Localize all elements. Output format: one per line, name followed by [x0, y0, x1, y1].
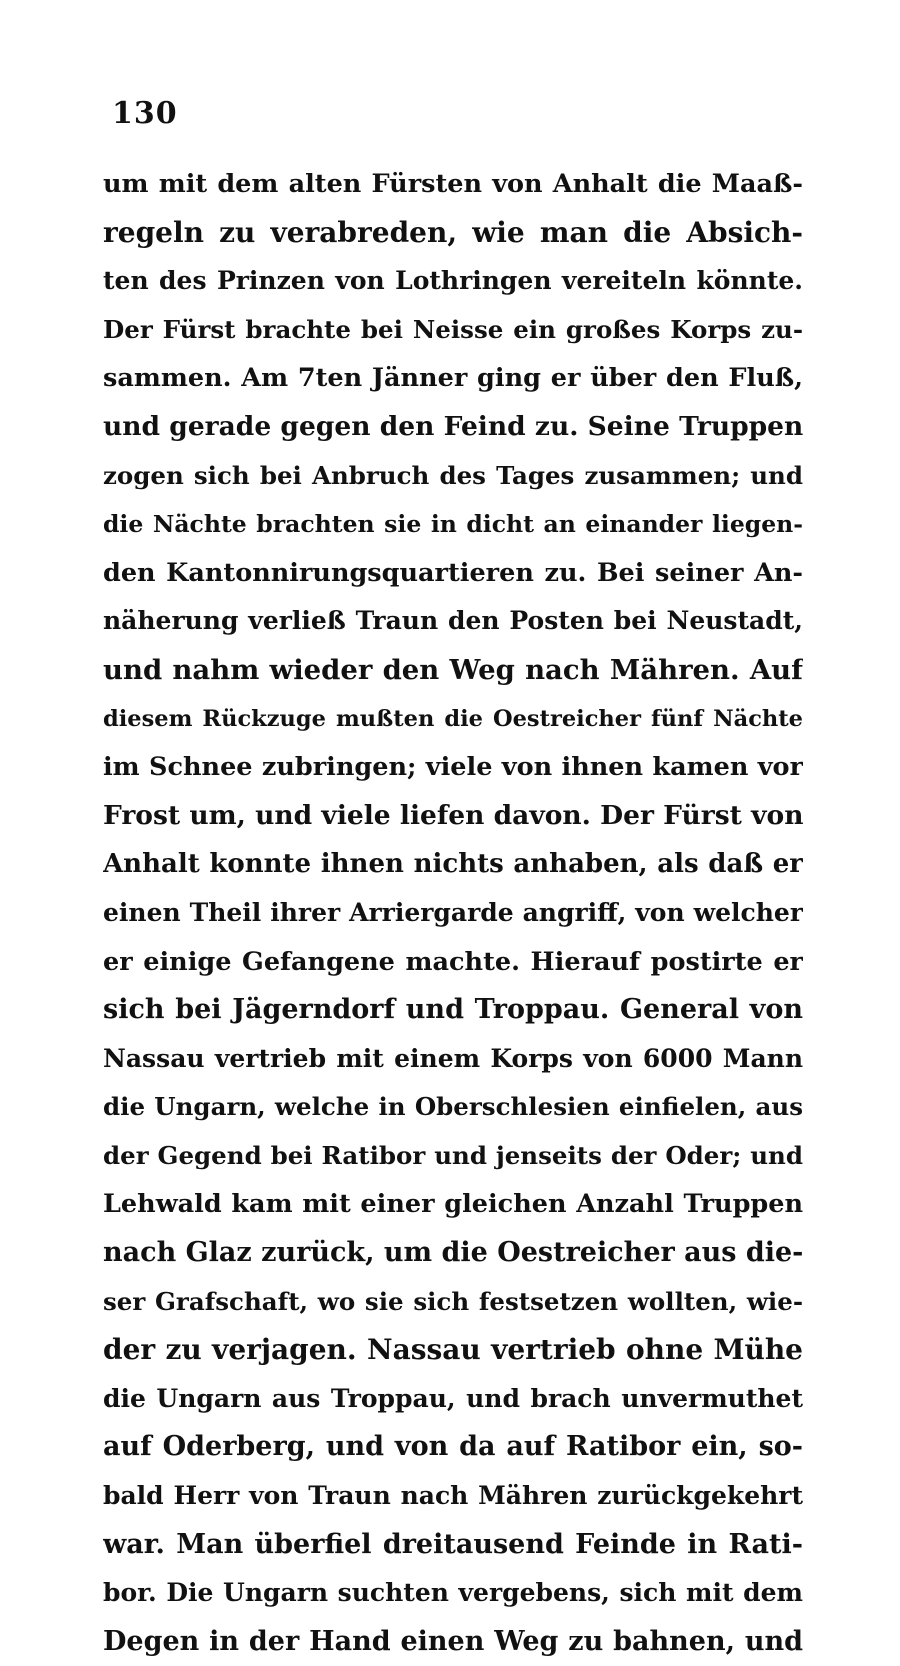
- text-line: ser Grafschaft, wo sie sich festsetzen wollten, wie-: [103, 1286, 803, 1316]
- text-line: war. Man überfiel dreitausend Feinde in Rati-: [103, 1528, 803, 1560]
- text-line: sammen. Am 7ten Jänner ging er über den Fluß,: [103, 363, 803, 394]
- text-line: er einige Gefangene machte. Hierauf postirte er: [103, 946, 803, 977]
- body-text: [103, 160, 803, 1666]
- text-line: näherung verließ Traun den Posten bei Neustadt,: [103, 606, 803, 636]
- text-line: die Ungarn aus Troppau, und brach unvermuthet: [103, 1383, 803, 1413]
- text-line: Lehwald kam mit einer gleichen Anzahl Truppen: [103, 1189, 803, 1220]
- text-line: Nassau vertrieb mit einem Korps von 6000 Mann: [103, 1043, 803, 1073]
- text-line: sich bei Jägerndorf und Troppau. General von: [103, 994, 803, 1026]
- text-line: Anhalt konnte ihnen nichts anhaben, als daß er: [103, 849, 803, 880]
- text-line: die Nächte brachten sie in dicht an einander liegen-: [103, 510, 803, 539]
- text-line: den Kantonnirungsquartieren zu. Bei seiner An-: [103, 557, 803, 588]
- text-line: Der Fürst brachte bei Neisse ein großes Korps zu-: [103, 314, 803, 344]
- text-line: bor. Die Ungarn suchten vergebens, sich mit dem: [103, 1578, 803, 1608]
- text-line: der zu verjagen. Nassau vertrieb ohne Mühe: [103, 1333, 803, 1367]
- text-line: bald Herr von Traun nach Mähren zurückgekehrt: [103, 1481, 803, 1511]
- text-line: auf Oderberg, und von da auf Ratibor ein, so-: [103, 1431, 803, 1463]
- text-line: um mit dem alten Fürsten von Anhalt die Maaß-: [103, 169, 803, 199]
- text-line: ten des Prinzen von Lothringen vereiteln könnte.: [103, 266, 803, 296]
- text-line: nach Glaz zurück, um die Oestreicher aus die-: [103, 1237, 803, 1269]
- text-line: die Ungarn, welche in Oberschlesien einfielen, aus: [103, 1092, 803, 1122]
- text-line: einen Theil ihrer Arriergarde angriff, von welcher: [103, 897, 803, 927]
- text-line: und nahm wieder den Weg nach Mähren. Auf: [103, 653, 803, 686]
- text-line: der Gegend bei Ratibor und jenseits der Oder; und: [103, 1140, 803, 1170]
- text-line: zogen sich bei Anbruch des Tages zusammen; und: [103, 460, 803, 490]
- text-line: Degen in der Hand einen Weg zu bahnen, und: [103, 1625, 803, 1657]
- text-line: regeln zu verabreden, wie man die Absich-: [103, 215, 803, 249]
- page-number: 130: [112, 96, 178, 131]
- text-line: Frost um, und viele liefen davon. Der Fürst von: [103, 799, 803, 831]
- text-line: und gerade gegen den Feind zu. Seine Truppen: [103, 410, 803, 442]
- text-line: im Schnee zubringen; viele von ihnen kamen vor: [103, 752, 803, 783]
- text-line: diesem Rückzuge mußten die Oestreicher fünf Nächte: [103, 705, 803, 732]
